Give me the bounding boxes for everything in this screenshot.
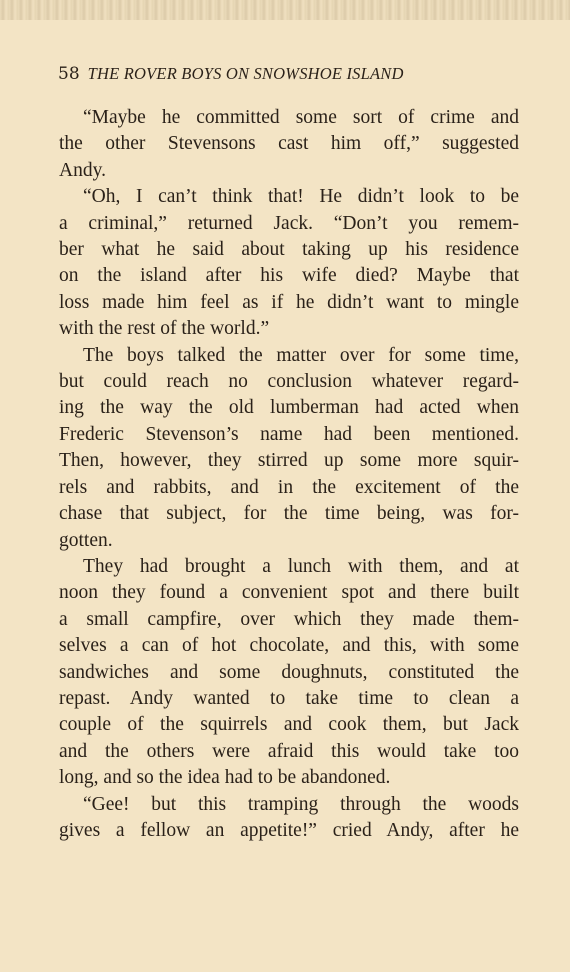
text-line: repast. Andy wanted to take time to clean a	[59, 687, 519, 709]
text-line: gives a fellow an appetite!” cried Andy, after he	[59, 819, 519, 841]
paragraph	[59, 554, 519, 792]
text-line: selves a can of hot chocolate, and this, with some	[59, 635, 519, 657]
text-line: “Gee! but this tramping through the woods	[83, 793, 519, 815]
text-line: long, and so the idea had to be abandoned.	[59, 767, 391, 789]
text-line: but could reach no conclusion whatever regard-	[59, 371, 519, 393]
text-line: Andy.	[59, 159, 106, 181]
text-line: Then, however, they stirred up some more squir-	[59, 450, 519, 472]
text-line: The boys talked the matter over for some time,	[83, 344, 519, 366]
text-line: rels and rabbits, and in the excitement of the	[59, 476, 519, 498]
paragraph	[59, 105, 519, 184]
page-number: 58	[58, 64, 80, 84]
page-header	[58, 64, 518, 88]
text-line: with the rest of the world.”	[59, 318, 270, 340]
body-text	[59, 105, 519, 844]
text-line: gotten.	[59, 529, 113, 551]
paragraph	[59, 343, 519, 554]
text-line: the other Stevensons cast him off,” suggested	[59, 133, 519, 155]
text-line: noon they found a convenient spot and there built	[59, 582, 519, 604]
text-line: ber what he said about taking up his residence	[59, 239, 519, 261]
text-line: a small campfire, over which they made them-	[59, 608, 519, 630]
text-line: chase that subject, for the time being, was for-	[59, 503, 519, 525]
paragraph	[59, 184, 519, 342]
text-line: They had brought a lunch with them, and at	[83, 555, 519, 577]
text-line: sandwiches and some doughnuts, constituted the	[59, 661, 519, 683]
text-line: couple of the squirrels and cook them, but Jack	[59, 714, 519, 736]
text-line: “Oh, I can’t think that! He didn’t look to be	[83, 186, 519, 208]
text-line: loss made him feel as if he didn’t want to mingle	[59, 291, 519, 313]
text-line: Frederic Stevenson’s name had been mentioned.	[59, 423, 519, 445]
page-top-edge	[0, 0, 570, 20]
text-line: on the island after his wife died? Maybe that	[59, 265, 519, 287]
text-line: ing the way the old lumberman had acted when	[59, 397, 519, 419]
paragraph	[59, 792, 519, 845]
text-line: a criminal,” returned Jack. “Don’t you remem-	[59, 212, 519, 234]
text-line: “Maybe he committed some sort of crime and	[83, 107, 519, 128]
running-title: THE ROVER BOYS ON SNOWSHOE ISLAND	[87, 64, 404, 83]
text-line: and the others were afraid this would take too	[59, 740, 519, 762]
